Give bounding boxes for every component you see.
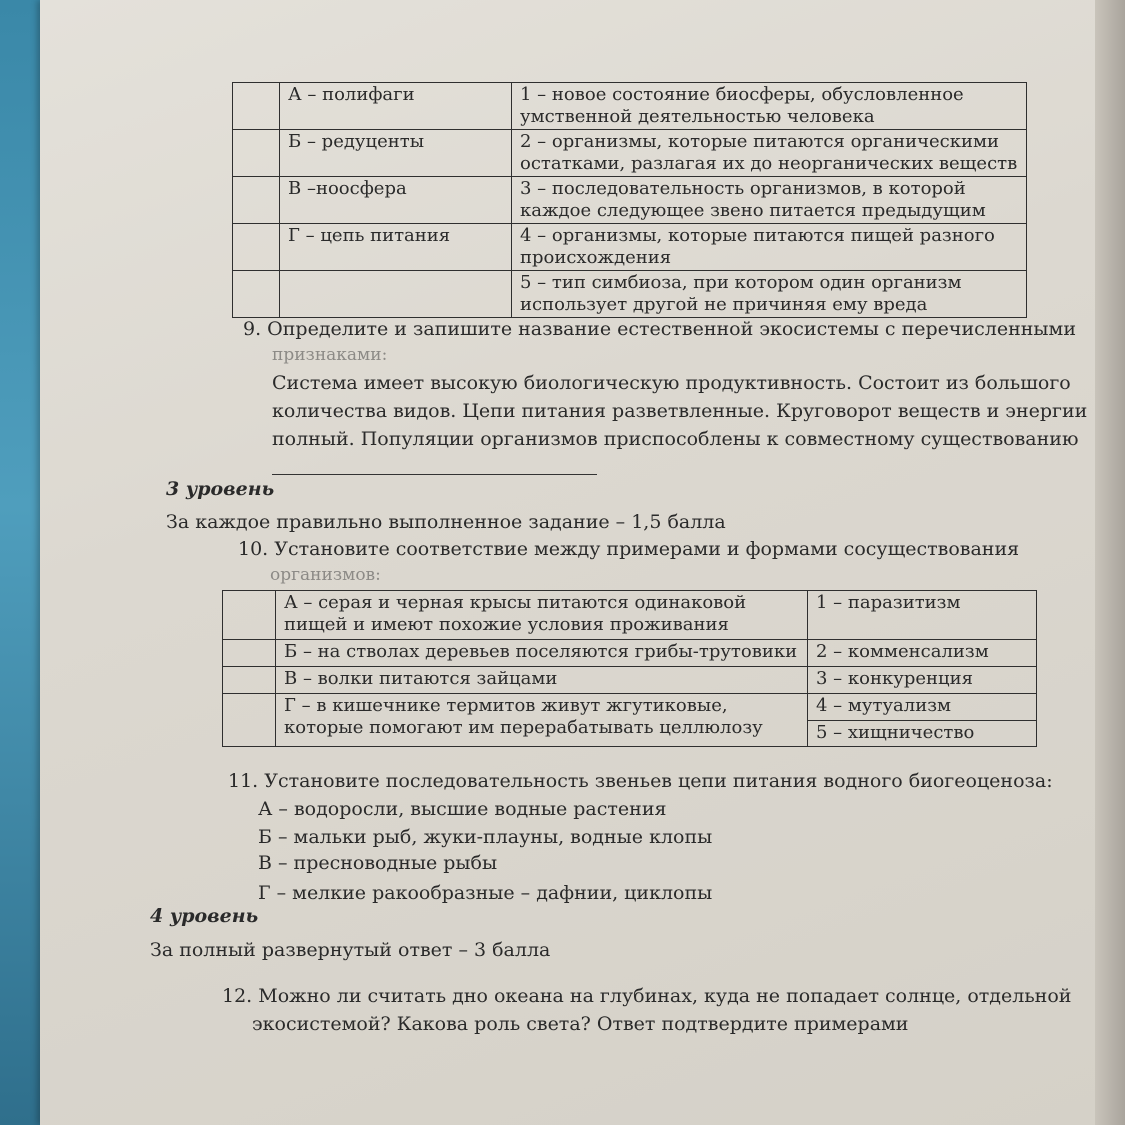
q11-option-a: А – водоросли, высшие водные растения (258, 798, 667, 820)
table-row (223, 694, 1037, 721)
answer-cell[interactable] (223, 667, 276, 694)
table-row (233, 130, 1027, 177)
answer-cell[interactable] (233, 130, 280, 177)
example-cell: А – серая и черная крысы питаются одинаковой пищей и имеют похожие условия проживания (276, 591, 808, 640)
definition-cell: 1 – новое состояние биосферы, обусловленное умственной деятельностью человека (512, 83, 1027, 130)
q10-line: 10. Установите соответствие между примерами и формами сосуществования (238, 538, 1020, 560)
table-row (233, 224, 1027, 271)
matching-table-1 (232, 82, 1027, 318)
level3-note: За каждое правильно выполненное задание – 1,5 балла (166, 511, 726, 533)
table-row (223, 591, 1037, 640)
q9-line: признаками: (272, 345, 388, 365)
form-cell: 3 – конкуренция (808, 667, 1037, 694)
q10-line: организмов: (270, 565, 381, 585)
answer-cell[interactable] (223, 640, 276, 667)
answer-cell[interactable] (233, 224, 280, 271)
term-cell: Г – цепь питания (280, 224, 512, 271)
q11-option-b: Б – мальки рыб, жуки-плауны, водные клопы (258, 826, 713, 848)
answer-cell[interactable] (223, 591, 276, 640)
table-row (233, 83, 1027, 130)
table-row (223, 640, 1037, 667)
term-cell (280, 271, 512, 318)
q9-line: Система имеет высокую биологическую продуктивность. Состоит из большого (272, 372, 1071, 394)
q11-option-d: Г – мелкие ракообразные – дафнии, циклопы (258, 882, 713, 904)
q9-line: количества видов. Цепи питания разветвленные. Круговорот веществ и энергии (272, 400, 1088, 422)
q11-option-c: В – пресноводные рыбы (258, 852, 498, 874)
q12-line: экосистемой? Какова роль света? Ответ подтвердите примерами (252, 1013, 909, 1035)
answer-line[interactable] (272, 474, 597, 475)
q11-line: 11. Установите последовательность звеньев цепи питания водного биогеоценоза: (228, 770, 1053, 792)
answer-cell[interactable] (223, 694, 276, 747)
answer-cell[interactable] (233, 83, 280, 130)
definition-cell: 5 – тип симбиоза, при котором один организм использует другой не причиняя ему вреда (512, 271, 1027, 318)
answer-cell[interactable] (233, 177, 280, 224)
term-cell: В –ноосфера (280, 177, 512, 224)
definition-cell: 3 – последовательность организмов, в которой каждое следующее звено питается предыдущим (512, 177, 1027, 224)
definition-cell: 2 – организмы, которые питаются органическими остатками, разлагая их до неорганических веществ (512, 130, 1027, 177)
example-cell: Б – на стволах деревьев поселяются грибы-трутовики (276, 640, 808, 667)
form-cell: 2 – комменсализм (808, 640, 1037, 667)
definition-cell: 4 – организмы, которые питаются пищей разного происхождения (512, 224, 1027, 271)
example-cell: Г – в кишечнике термитов живут жгутиковые, которые помогают им перерабатывать целлюлозу (276, 694, 808, 747)
form-cell: 1 – паразитизм (808, 591, 1037, 640)
term-cell: Б – редуценты (280, 130, 512, 177)
form-cell: 4 – мутуализм (808, 694, 1037, 721)
form-cell: 5 – хищничество (808, 720, 1037, 747)
level3-heading: 3 уровень (166, 478, 275, 500)
q9-line: полный. Популяции организмов приспособлены к совместному существованию (272, 428, 1079, 450)
term-cell: А – полифаги (280, 83, 512, 130)
background-right (1095, 0, 1125, 1125)
level4-note: За полный развернутый ответ – 3 балла (150, 939, 551, 961)
q12-line: 12. Можно ли считать дно океана на глубинах, куда не попадает солнце, отдельной (222, 985, 1072, 1007)
level4-heading: 4 уровень (150, 905, 259, 927)
table-row (223, 667, 1037, 694)
answer-cell[interactable] (233, 271, 280, 318)
q9-line: 9. Определите и запишите название естественной экосистемы с перечисленными (243, 318, 1076, 340)
table-row (233, 271, 1027, 318)
example-cell: В – волки питаются зайцами (276, 667, 808, 694)
table-row (233, 177, 1027, 224)
matching-table-2 (222, 590, 1037, 747)
